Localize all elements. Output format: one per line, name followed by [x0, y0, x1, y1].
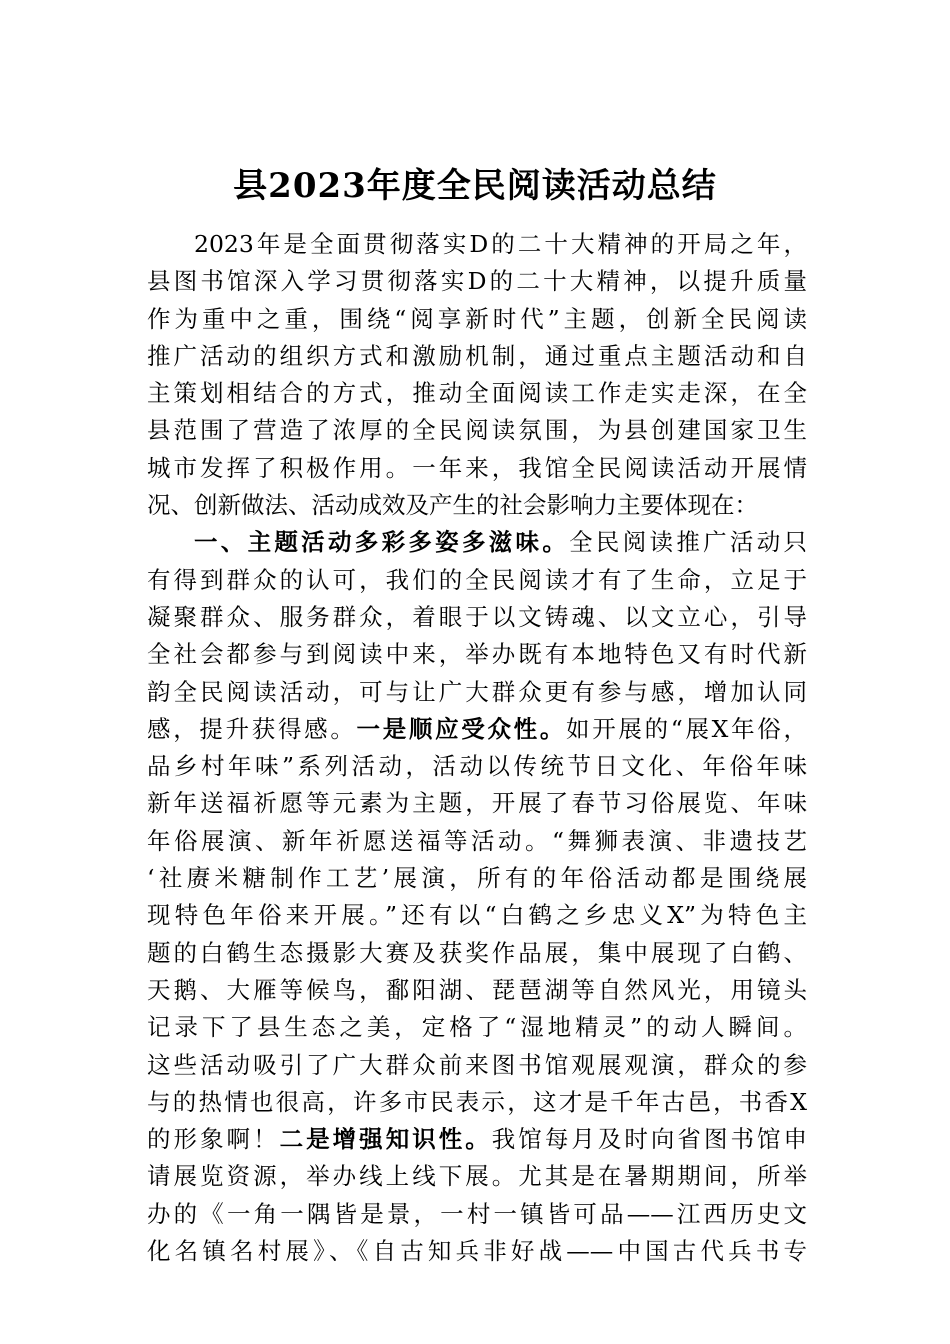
paragraph-line: 年俗展演、新年祈愿送福等活动。“舞狮表演、非遗技艺 [147, 826, 807, 855]
paragraph-line: 请展览资源，举办线上线下展。尤其是在暑期期间，所举 [147, 1162, 807, 1191]
paragraph-line: 天鹅、大雁等候鸟，鄱阳湖、琵琶湖等自然风光，用镜头 [147, 975, 807, 1004]
subsection-heading: 二是增强知识性。 [279, 1125, 492, 1154]
paragraph-line: 作为重中之重，围绕“阅享新时代”主题，创新全民阅读 [147, 304, 807, 333]
paragraph-line: 这些活动吸引了广大群众前来图书馆观展观演，群众的参 [147, 1050, 807, 1079]
paragraph-line: 况、创新做法、活动成效及产生的社会影响力主要体现在： [147, 491, 758, 520]
subsection-heading: 一是顺应受众性。 [356, 714, 567, 743]
paragraph-line: 有得到群众的认可，我们的全民阅读才有了生命，立足于 [147, 565, 807, 594]
paragraph-line: 记录下了县生态之美，定格了“湿地精灵”的动人瞬间。 [147, 1013, 807, 1042]
paragraph-line: 凝聚群众、服务群众，着眼于以文铸魂、以文立心，引导 [147, 602, 807, 631]
paragraph-line: 县范围了营造了浓厚的全民阅读氛围，为县创建国家卫生 [147, 416, 807, 445]
paragraph-line: 新年送福祈愿等元素为主题，开展了春节习俗展览、年味 [147, 789, 807, 818]
paragraph-line: 主策划相结合的方式，推动全面阅读工作走实走深，在全 [147, 379, 807, 408]
paragraph-line: 推广活动的组织方式和激励机制，通过重点主题活动和自 [147, 341, 807, 370]
paragraph-line: 品乡村年味”系列活动，活动以传统节日文化、年俗年味 [147, 752, 807, 781]
section-heading: 一、主题活动多彩多姿多滋味。 [194, 528, 570, 557]
paragraph-line: ‘社赓米糖制作工艺’展演，所有的年俗活动都是围绕展 [147, 864, 807, 893]
paragraph-line: 2023年是全面贯彻落实D的二十大精神的开局之年， [194, 230, 807, 258]
paragraph-line: 与的热情也很高，许多市民表示，这才是千年古邑，书香X [147, 1087, 807, 1116]
document-title: 县2023年度全民阅读活动总结 [233, 166, 717, 206]
paragraph-line: 现特色年俗来开展。”还有以“白鹤之乡忠义X”为特色主 [147, 901, 807, 930]
paragraph-line: 办的《一角一隅皆是景，一村一镇皆可品——江西历史文 [147, 1199, 807, 1228]
document-body [147, 226, 807, 1270]
paragraph-line: 化名镇名村展》、《自古知兵非好战——中国古代兵书专 [147, 1237, 807, 1266]
paragraph-line: 感，提升获得感。一是顺应受众性。如开展的“展X年俗， [147, 714, 807, 743]
paragraph-line: 一、主题活动多彩多姿多滋味。全民阅读推广活动只 [194, 528, 807, 557]
paragraph-line: 全社会都参与到阅读中来，举办既有本地特色又有时代新 [147, 640, 807, 669]
paragraph-line: 题的白鹤生态摄影大赛及获奖作品展，集中展现了白鹤、 [147, 938, 807, 967]
paragraph-line: 韵全民阅读活动，可与让广大群众更有参与感，增加认同 [147, 677, 807, 706]
paragraph-line: 县图书馆深入学习贯彻落实D的二十大精神，以提升质量 [147, 267, 807, 296]
paragraph-line: 的形象啊！二是增强知识性。我馆每月及时向省图书馆申 [147, 1125, 807, 1154]
paragraph-line: 城市发挥了积极作用。一年来，我馆全民阅读活动开展情 [147, 453, 807, 482]
